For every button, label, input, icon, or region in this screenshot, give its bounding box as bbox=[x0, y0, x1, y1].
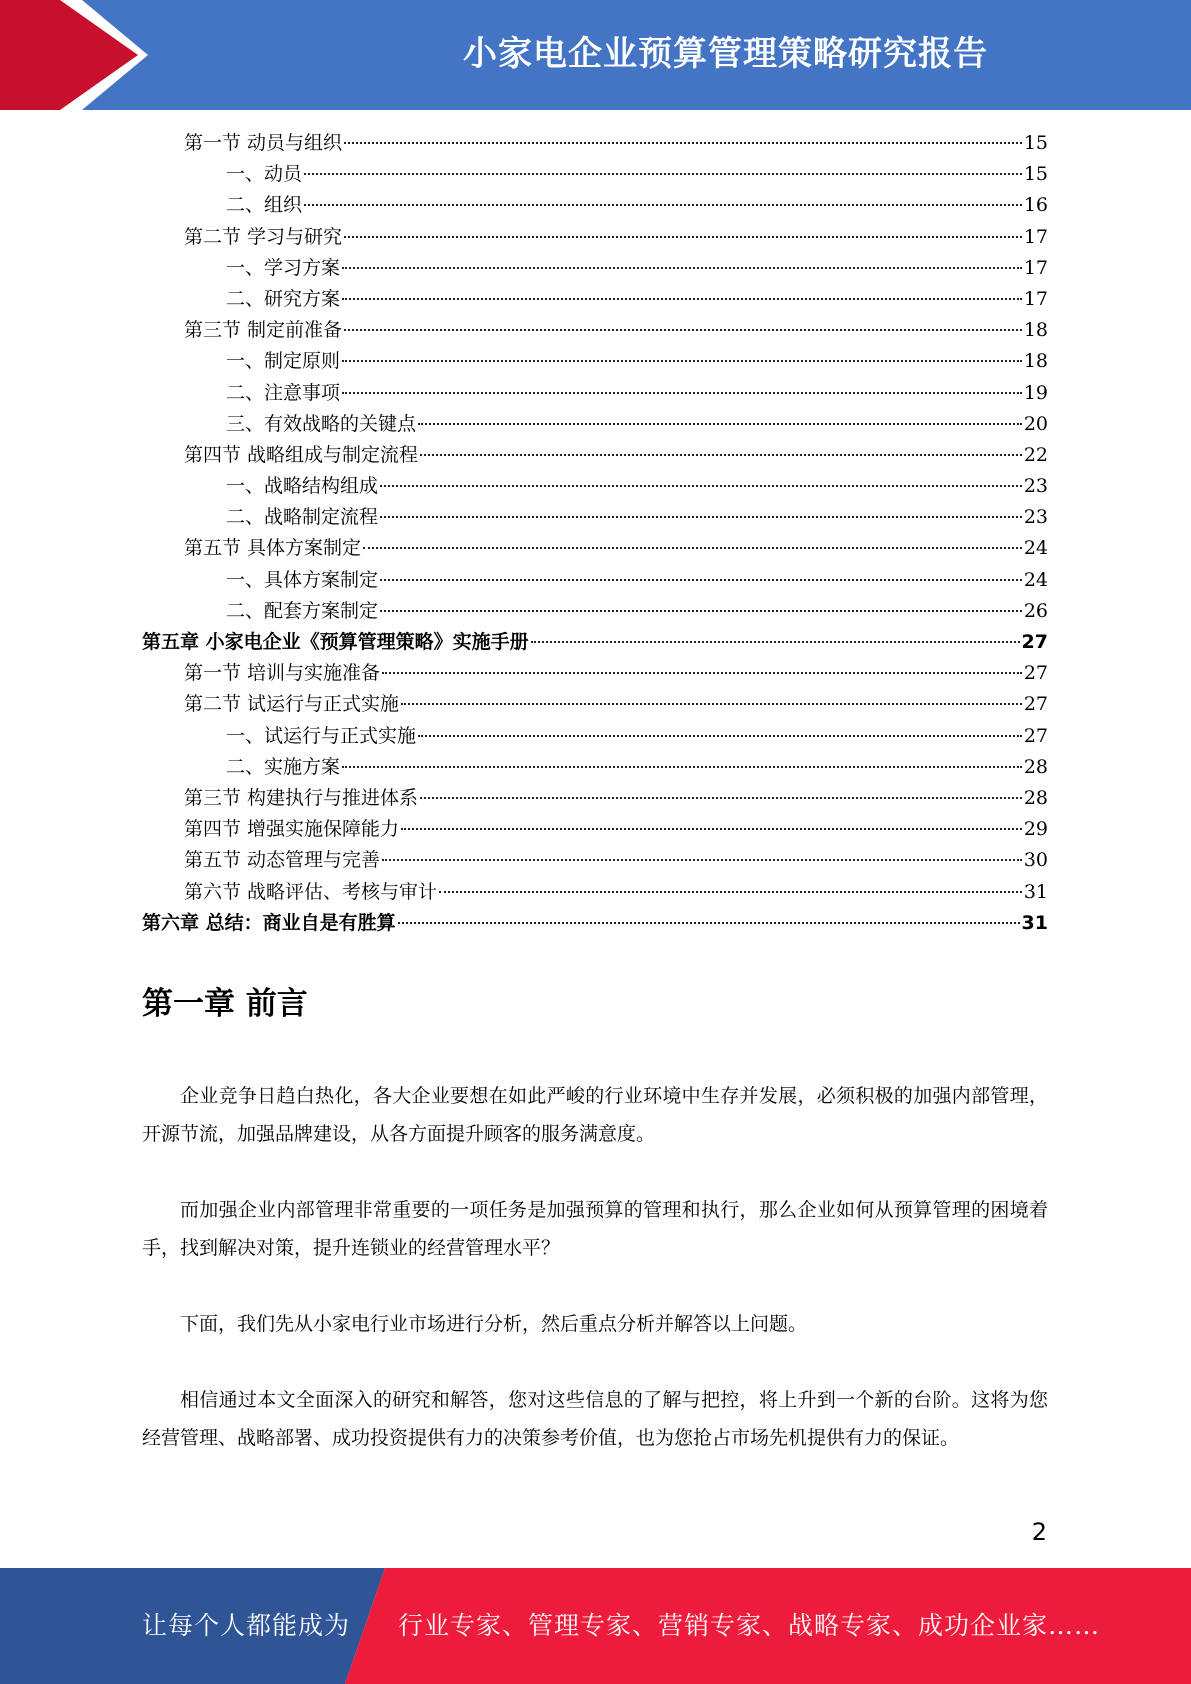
toc-entry-title: 一、试运行与正式实施 bbox=[226, 724, 417, 747]
toc-leader-dots bbox=[342, 392, 1022, 394]
toc-entry[interactable] bbox=[142, 284, 1048, 315]
toc-entry-title: 第三节 构建执行与推进体系 bbox=[184, 786, 419, 809]
footer-slogan-right: 行业专家、管理专家、营销专家、战略专家、成功企业家…… bbox=[398, 1611, 1101, 1640]
toc-entry[interactable] bbox=[142, 721, 1048, 752]
toc-entry-title: 第五章 小家电企业《预算管理策略》实施手册 bbox=[142, 631, 529, 653]
toc-entry[interactable] bbox=[142, 346, 1048, 377]
toc-leader-dots bbox=[380, 516, 1022, 518]
chapter-title: 第一章 前言 bbox=[142, 986, 308, 1022]
toc-entry[interactable] bbox=[142, 440, 1048, 471]
toc-leader-dots bbox=[418, 735, 1022, 737]
toc-entry-title: 一、学习方案 bbox=[226, 256, 341, 279]
toc-entry-title: 第一节 动员与组织 bbox=[184, 132, 343, 154]
toc-entry-title: 第六节 战略评估、考核与审计 bbox=[184, 880, 438, 903]
toc-entry-title: 二、战略制定流程 bbox=[226, 506, 379, 529]
paragraph: 而加强企业内部管理非常重要的一项任务是加强预算的管理和执行，那么企业如何从预算管理的困境着手，找到解决对策，提升连锁业的经营管理水平？ bbox=[142, 1199, 1048, 1259]
toc-entry-title: 第五节 动态管理与完善 bbox=[184, 849, 381, 872]
toc-entry-page: 24 bbox=[1023, 568, 1048, 591]
toc-entry-title: 一、动员 bbox=[226, 163, 303, 186]
toc-entry-title: 第四节 增强实施保障能力 bbox=[184, 818, 400, 841]
toc-entry-title: 一、具体方案制定 bbox=[226, 568, 379, 591]
toc-entry-page: 31 bbox=[1023, 880, 1048, 903]
toc-leader-dots bbox=[380, 579, 1022, 581]
toc-entry[interactable] bbox=[142, 222, 1048, 253]
toc-entry[interactable] bbox=[142, 315, 1048, 346]
toc-entry-page: 16 bbox=[1023, 194, 1048, 217]
toc-leader-dots bbox=[363, 547, 1022, 549]
toc-leader-dots bbox=[420, 454, 1022, 456]
toc-entry-page: 27 bbox=[1021, 631, 1048, 653]
toc-leader-dots bbox=[304, 204, 1022, 206]
toc-entry-page: 20 bbox=[1023, 412, 1048, 435]
toc-leader-dots bbox=[420, 797, 1022, 799]
toc-leader-dots bbox=[382, 672, 1022, 674]
toc-entry-title: 第一节 培训与实施准备 bbox=[184, 662, 381, 685]
toc-leader-dots bbox=[439, 891, 1022, 893]
toc-leader-dots bbox=[304, 173, 1022, 175]
table-of-contents bbox=[142, 128, 1048, 939]
toc-entry-page: 30 bbox=[1023, 849, 1048, 872]
toc-leader-dots bbox=[344, 236, 1022, 238]
toc-entry-title: 第六章 总结：商业自是有胜算 bbox=[142, 911, 396, 934]
toc-entry[interactable] bbox=[142, 814, 1048, 845]
toc-entry-page: 23 bbox=[1023, 475, 1048, 498]
toc-entry[interactable] bbox=[142, 253, 1048, 284]
paragraph: 下面，我们先从小家电行业市场进行分析，然后重点分析并解答以上问题。 bbox=[180, 1313, 808, 1335]
toc-leader-dots bbox=[380, 485, 1022, 487]
toc-entry-title: 三、有效战略的关键点 bbox=[226, 412, 417, 435]
toc-entry-page: 31 bbox=[1021, 911, 1048, 934]
toc-leader-dots bbox=[342, 360, 1022, 362]
toc-entry[interactable] bbox=[142, 471, 1048, 502]
toc-leader-dots bbox=[342, 298, 1022, 300]
toc-entry-page: 15 bbox=[1023, 132, 1048, 154]
toc-entry-page: 17 bbox=[1023, 225, 1048, 248]
toc-entry-title: 一、制定原则 bbox=[226, 350, 341, 373]
toc-leader-dots bbox=[344, 329, 1022, 331]
toc-entry-page: 23 bbox=[1023, 506, 1048, 529]
page-header bbox=[0, 0, 1191, 110]
toc-entry-page: 26 bbox=[1023, 599, 1048, 622]
toc-entry-title: 第二节 试运行与正式实施 bbox=[184, 693, 400, 716]
toc-entry-page: 19 bbox=[1023, 381, 1048, 404]
toc-entry[interactable] bbox=[142, 752, 1048, 783]
toc-entry-title: 二、注意事项 bbox=[226, 381, 341, 404]
toc-leader-dots bbox=[380, 610, 1022, 612]
toc-entry-title: 二、研究方案 bbox=[226, 287, 341, 310]
toc-entry[interactable] bbox=[142, 533, 1048, 564]
toc-entry-page: 27 bbox=[1023, 724, 1048, 747]
toc-entry-page: 18 bbox=[1023, 350, 1048, 373]
chapter-body bbox=[142, 1077, 1048, 1495]
toc-entry-title: 第二节 学习与研究 bbox=[184, 225, 343, 248]
toc-entry[interactable] bbox=[142, 159, 1048, 190]
toc-entry-page: 28 bbox=[1023, 755, 1048, 778]
footer-slogan-left: 让每个人都能成为 bbox=[142, 1611, 351, 1640]
toc-leader-dots bbox=[342, 766, 1022, 768]
toc-entry-title: 一、战略结构组成 bbox=[226, 475, 379, 498]
toc-entry[interactable] bbox=[142, 689, 1048, 720]
toc-entry[interactable] bbox=[142, 908, 1048, 939]
page-number: 2 bbox=[1031, 1518, 1047, 1546]
toc-entry[interactable] bbox=[142, 877, 1048, 908]
paragraph: 相信通过本文全面深入的研究和解答，您对这些信息的了解与把控，将上升到一个新的台阶。这将为您经营管理、战略部署、成功投资提供有力的决策参考价值，也为您抢占市场先机提供有力的保证。 bbox=[142, 1389, 1048, 1449]
toc-entry-page: 28 bbox=[1023, 786, 1048, 809]
toc-entry-page: 22 bbox=[1023, 443, 1048, 466]
toc-leader-dots bbox=[344, 142, 1022, 144]
toc-entry-title: 第四节 战略组成与制定流程 bbox=[184, 443, 419, 466]
toc-leader-dots bbox=[401, 828, 1022, 830]
toc-entry[interactable] bbox=[142, 596, 1048, 627]
toc-entry[interactable] bbox=[142, 502, 1048, 533]
toc-entry-page: 27 bbox=[1023, 693, 1048, 716]
toc-entry[interactable] bbox=[142, 658, 1048, 689]
toc-leader-dots bbox=[342, 267, 1022, 269]
toc-entry-page: 15 bbox=[1023, 163, 1048, 186]
toc-entry-page: 17 bbox=[1023, 287, 1048, 310]
toc-entry-title: 第五节 具体方案制定 bbox=[184, 537, 362, 560]
toc-entry-page: 29 bbox=[1023, 818, 1048, 841]
toc-leader-dots bbox=[531, 641, 1020, 643]
toc-entry[interactable] bbox=[142, 783, 1048, 814]
toc-entry-page: 17 bbox=[1023, 256, 1048, 279]
toc-leader-dots bbox=[398, 922, 1020, 924]
toc-entry-page: 18 bbox=[1023, 319, 1048, 342]
toc-entry-title: 二、组织 bbox=[226, 194, 303, 217]
toc-entry[interactable] bbox=[142, 845, 1048, 876]
toc-entry-page: 27 bbox=[1023, 662, 1048, 685]
toc-leader-dots bbox=[418, 423, 1022, 425]
toc-entry[interactable] bbox=[142, 190, 1048, 221]
toc-entry-title: 第三节 制定前准备 bbox=[184, 319, 343, 342]
toc-entry[interactable] bbox=[142, 378, 1048, 409]
toc-leader-dots bbox=[401, 703, 1022, 705]
toc-entry[interactable] bbox=[142, 565, 1048, 596]
toc-entry-title: 二、配套方案制定 bbox=[226, 599, 379, 622]
paragraph: 企业竞争日趋白热化，各大企业要想在如此严峻的行业环境中生存并发展，必须积极的加强内部管理，开源节流，加强品牌建设，从各方面提升顾客的服务满意度。 bbox=[142, 1085, 1048, 1145]
toc-entry[interactable] bbox=[142, 409, 1048, 440]
toc-entry[interactable] bbox=[142, 128, 1048, 159]
report-title: 小家电企业预算管理策略研究报告 bbox=[463, 34, 988, 74]
page-footer bbox=[0, 1568, 1191, 1684]
toc-entry[interactable] bbox=[142, 627, 1048, 658]
toc-entry-title: 二、实施方案 bbox=[226, 755, 341, 778]
toc-entry-page: 24 bbox=[1023, 537, 1048, 560]
toc-leader-dots bbox=[382, 859, 1022, 861]
